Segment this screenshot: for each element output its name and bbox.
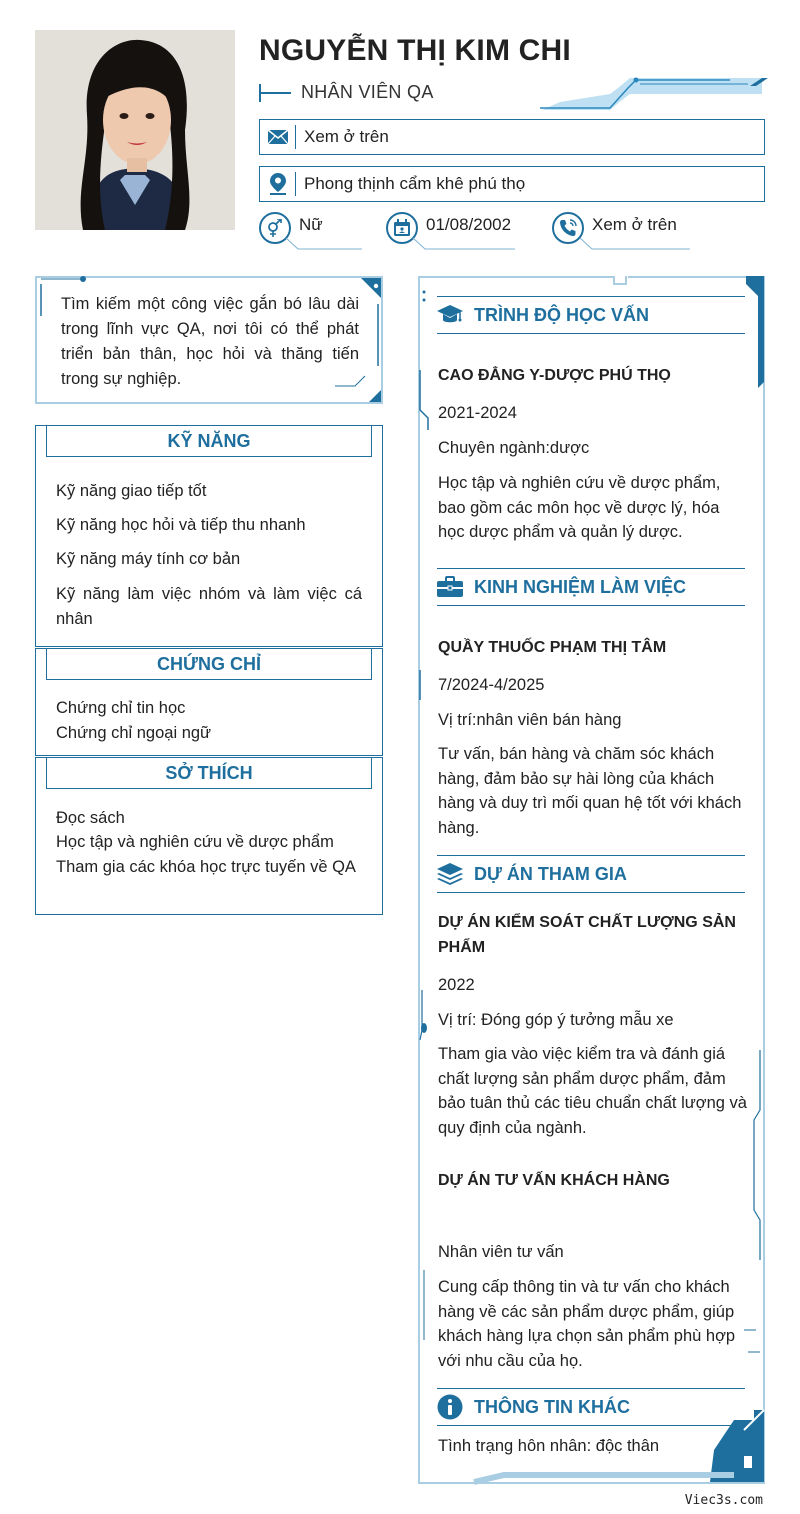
position-connector-line	[259, 84, 291, 102]
skill-item: Kỹ năng giao tiếp tốt	[56, 482, 207, 500]
education-period: 2021-2024	[438, 404, 517, 422]
education-title: TRÌNH ĐỘ HỌC VẤN	[474, 304, 649, 325]
footer-watermark: Viec3s.com	[684, 1493, 763, 1508]
project-role: Vị trí: Đóng góp ý tưởng mẫu xe	[438, 1011, 674, 1029]
experience-role: Vị trí:nhân viên bán hàng	[438, 711, 622, 729]
experience-description: Tư vấn, bán hàng và chăm sóc khách hàng, đảm bảo sự hài lòng của khách hàng và duy trì mối quan hệ tốt với khách hàng.	[438, 745, 742, 837]
gender-value: Nữ	[299, 215, 323, 234]
hobbies-title: SỞ THÍCH	[46, 757, 372, 789]
project-year: 2022	[438, 976, 475, 994]
objective-text: Tìm kiếm một công việc gắn bó lâu dài trong lĩnh vực QA, nơi tôi có thể phát triển bản thân, học hỏi và thăng tiến trong sự nghiệp.	[61, 295, 359, 388]
skill-item: Kỹ năng máy tính cơ bản	[56, 550, 241, 568]
experience-title: KINH NGHIỆM LÀM VIỆC	[474, 576, 687, 597]
projects-title: DỰ ÁN THAM GIA	[474, 863, 627, 884]
skill-item: Kỹ năng học hỏi và tiếp thu nhanh	[56, 516, 306, 534]
email-box	[259, 119, 765, 155]
project-name: DỰ ÁN TƯ VẤN KHÁCH HÀNG	[438, 1172, 670, 1189]
education-major: Chuyên ngành:dược	[438, 439, 590, 457]
objective-box	[35, 276, 383, 404]
other-info-title: THÔNG TIN KHÁC	[474, 1396, 630, 1417]
projects-header	[437, 855, 745, 893]
birthday-value: 01/08/2002	[426, 215, 512, 234]
project-description: Tham gia vào việc kiểm tra và đánh giá chất lượng sản phẩm dược phẩm, đảm bảo tuân thủ các tiêu chuẩn chất lượng và quy định của ngành.	[438, 1045, 747, 1137]
address-value: Phong thịnh cẩm khê phú thọ	[304, 174, 526, 193]
certificate-item: Chứng chỉ ngoại ngữ	[56, 724, 212, 742]
hobby-item: Đọc sách	[56, 809, 125, 827]
hobbies-section	[35, 757, 383, 915]
certificate-item: Chứng chỉ tin học	[56, 699, 186, 717]
mini-info-underlines	[260, 232, 700, 252]
experience-header	[437, 568, 745, 606]
map-pin-icon	[260, 172, 296, 196]
candidate-name: NGUYỄN THỊ KIM CHI	[259, 34, 571, 67]
other-info-header	[437, 1388, 745, 1426]
info-icon	[437, 1394, 463, 1420]
education-header	[437, 296, 745, 334]
circuit-decoration	[540, 74, 770, 114]
education-description: Học tập và nghiên cứu về dược phẩm, bao gồm các môn học về dược lý, hóa học dược phẩm và quản lý dược.	[438, 474, 721, 541]
certificates-title: CHỨNG CHỈ	[46, 648, 372, 680]
phone-value: Xem ở trên	[592, 215, 677, 234]
certificates-section	[35, 648, 383, 756]
skills-title: KỸ NĂNG	[46, 425, 372, 457]
experience-company: QUẦY THUỐC PHẠM THỊ TÂM	[438, 639, 667, 656]
education-school: CAO ĐẲNG Y-DƯỢC PHÚ THỌ	[438, 367, 671, 384]
experience-period: 7/2024-4/2025	[438, 676, 545, 694]
email-value: Xem ở trên	[304, 127, 389, 146]
portrait-image	[35, 30, 235, 230]
project-role: Nhân viên tư vấn	[438, 1243, 564, 1261]
profile-photo	[35, 30, 235, 230]
project-description: Cung cấp thông tin và tư vấn cho khách hàng về các sản phẩm dược phẩm, giúp khách hàng lựa chọn sản phẩm phù hợp với nhu cầu của họ.	[438, 1278, 736, 1370]
address-box	[259, 166, 765, 202]
hobby-item: Học tập và nghiên cứu về dược phẩm	[56, 833, 334, 851]
briefcase-icon	[437, 574, 463, 600]
envelope-icon	[260, 125, 296, 149]
hobby-item: Tham gia các khóa học trực tuyến về QA	[56, 858, 356, 876]
layers-icon	[437, 861, 463, 887]
graduation-cap-icon	[437, 302, 463, 328]
position-row	[259, 82, 434, 103]
marital-status: Tình trạng hôn nhân: độc thân	[438, 1437, 660, 1455]
skills-section	[35, 425, 383, 647]
project-name: DỰ ÁN KIỂM SOÁT CHẤT LƯỢNG SẢN PHẨM	[438, 914, 736, 956]
skill-item: Kỹ năng làm việc nhóm và làm việc cá nhân	[56, 585, 362, 628]
job-position: NHÂN VIÊN QA	[301, 82, 434, 102]
